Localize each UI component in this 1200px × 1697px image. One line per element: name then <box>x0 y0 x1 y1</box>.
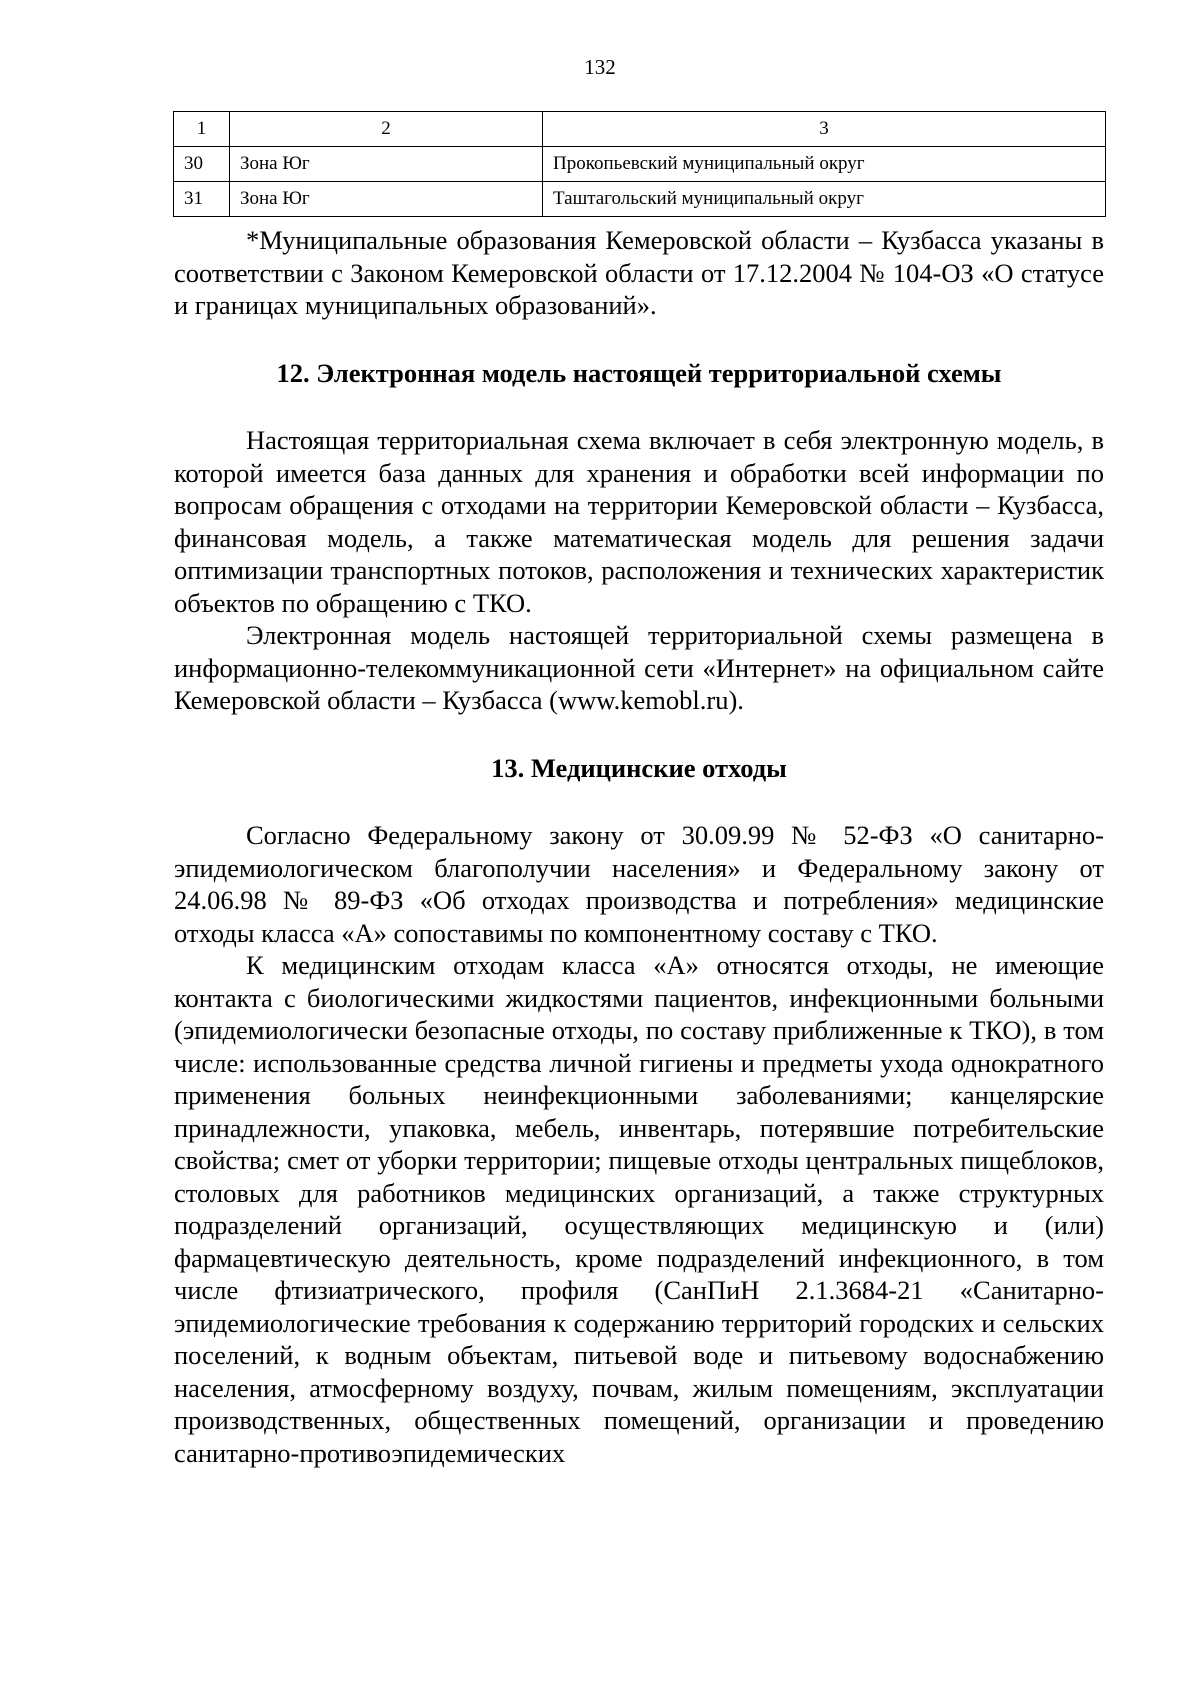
table-header-cell: 3 <box>543 112 1106 147</box>
table-cell-district: Таштагольский муниципальный округ <box>543 182 1106 217</box>
table-header-row <box>174 112 1106 147</box>
municipal-zones-table <box>173 111 1106 217</box>
section-13-paragraph: К медицинским отходам класса «А» относятся отходы, не имеющие контакта с биологическими жидкостями пациентов, инфекционными больными (эпидемиологически безопасные отходы, по составу приближенные к ТКО), в том числе: использованные средства личной гигиены и предметы ухода однократного применения больных неинфекционными заболеваниями; канцелярские принадлежности, упаковка, мебель, инвентарь, потерявшие потребительские свойства; смет от уборки территории; пищевые отходы центральных пищеблоков, столовых для работников медицинских организаций, а также структурных подразделений организаций, осуществляющих медицинскую и (или) фармацевтическую деятельность, кроме подразделений инфекционного, в том числе фтизиатрического, профиля (СанПиН 2.1.3684-21 «Санитарно-эпидемиологические требования к содержанию территорий городских и сельских поселений, к водным объектам, питьевой воде и питьевому водоснабжению населения, атмосферному воздуху, почвам, жилым помещениям, эксплуатации производственных, общественных помещений, организации и проведению санитарно-противоэпидемических <box>174 950 1104 1468</box>
section-12-title: 12. Электронная модель настоящей территориальной схемы <box>276 357 1002 388</box>
table-cell-zone: Зона Юг <box>230 147 543 182</box>
section-13-paragraph: Согласно Федеральному закону от 30.09.99 № 52-ФЗ «О санитарно-эпидемиологическом благополучии населения» и Федеральному закону от 24.06.98 № 89-ФЗ «Об отходах производства и потребления» медицинские отходы класса «А» сопоставимы по компонентному составу с ТКО. <box>174 820 1104 948</box>
table-row <box>174 147 1106 182</box>
table-row <box>174 182 1106 217</box>
table-cell-zone: Зона Юг <box>230 182 543 217</box>
table-cell-district: Прокопьевский муниципальный округ <box>543 147 1106 182</box>
section-12-paragraph: Электронная модель настоящей территориальной схемы размещена в информационно-телекоммуникационной сети «Интернет» на официальном сайте Кемеровской области – Кузбасса (www.kemobl.ru). <box>174 620 1104 715</box>
table-cell-number: 31 <box>174 182 230 217</box>
page-number: 132 <box>584 55 616 79</box>
section-13-title: 13. Медицинские отходы <box>491 752 787 783</box>
document-body <box>174 224 1104 1469</box>
table-header-cell: 1 <box>174 112 230 147</box>
section-12-paragraph: Настоящая территориальная схема включает в себя электронную модель, в которой имеется база данных для хранения и обработки всей информации по вопросам обращения с отходами на территории Кемеровской области – Кузбасса, финансовая модель, а также математическая модель для решения задачи оптимизации транспортных потоков, расположения и технических характеристик объектов по обращению с ТКО. <box>174 425 1104 618</box>
footnote: *Муниципальные образования Кемеровской области – Кузбасса указаны в соответствии с Законом Кемеровской области от 17.12.2004 № 104-ОЗ «О статусе и границах муниципальных образований». <box>174 225 1104 320</box>
table-cell-number: 30 <box>174 147 230 182</box>
table-header-cell: 2 <box>230 112 543 147</box>
